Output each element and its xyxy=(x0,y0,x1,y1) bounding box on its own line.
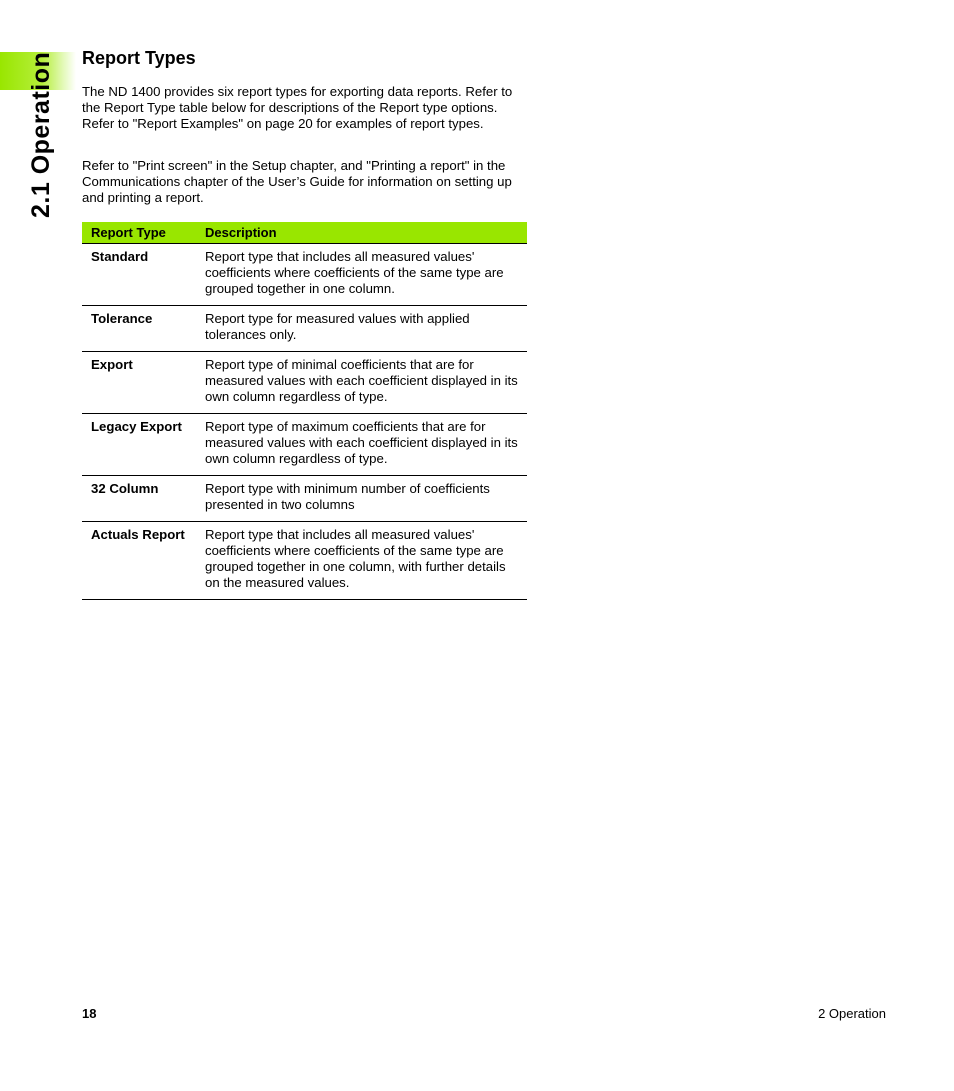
table-row xyxy=(82,244,527,306)
table-row xyxy=(82,522,527,600)
report-type-name: Export xyxy=(82,352,196,414)
table-row xyxy=(82,352,527,414)
table-row xyxy=(82,306,527,352)
report-type-description: Report type of minimal coefficients that are for measured values with each coefficient displayed in its own column regardless of type. xyxy=(196,352,527,414)
report-type-description: Report type that includes all measured values' coefficients where coefficients of the same type are grouped together in one column, with further details on the measured values. xyxy=(196,522,527,600)
report-type-description: Report type of maximum coefficients that are for measured values with each coefficient displayed in its own column regardless of type. xyxy=(196,414,527,476)
report-type-name: 32 Column xyxy=(82,476,196,522)
report-type-name: Legacy Export xyxy=(82,414,196,476)
reference-paragraph: Refer to "Print screen" in the Setup chapter, and "Printing a report" in the Communications chapter of the User’s Guide for information on setting up and printing a report. xyxy=(82,158,512,205)
page-number: 18 xyxy=(82,1006,97,1021)
report-type-name: Standard xyxy=(82,244,196,306)
column-header-description: Description xyxy=(196,222,527,244)
report-type-description: Report type for measured values with applied tolerances only. xyxy=(196,306,527,352)
report-type-description: Report type that includes all measured values' coefficients where coefficients of the same type are grouped together in one column. xyxy=(196,244,527,306)
table-row xyxy=(82,414,527,476)
report-type-table xyxy=(82,222,527,600)
report-type-name: Tolerance xyxy=(82,306,196,352)
column-header-report-type: Report Type xyxy=(82,222,196,244)
table-row xyxy=(82,476,527,522)
report-type-name: Actuals Report xyxy=(82,522,196,600)
section-side-label: 2.1 Operation xyxy=(27,51,55,218)
footer-section-title: 2 Operation xyxy=(818,1006,886,1021)
page-heading: Report Types xyxy=(82,48,196,68)
report-type-description: Report type with minimum number of coefficients presented in two columns xyxy=(196,476,527,522)
intro-paragraph: The ND 1400 provides six report types for exporting data reports. Refer to the Report Type table below for descriptions of the Report type options. Refer to "Report Examples" on page 20 for examples of report types. xyxy=(82,84,513,131)
table-header-row xyxy=(82,222,527,244)
